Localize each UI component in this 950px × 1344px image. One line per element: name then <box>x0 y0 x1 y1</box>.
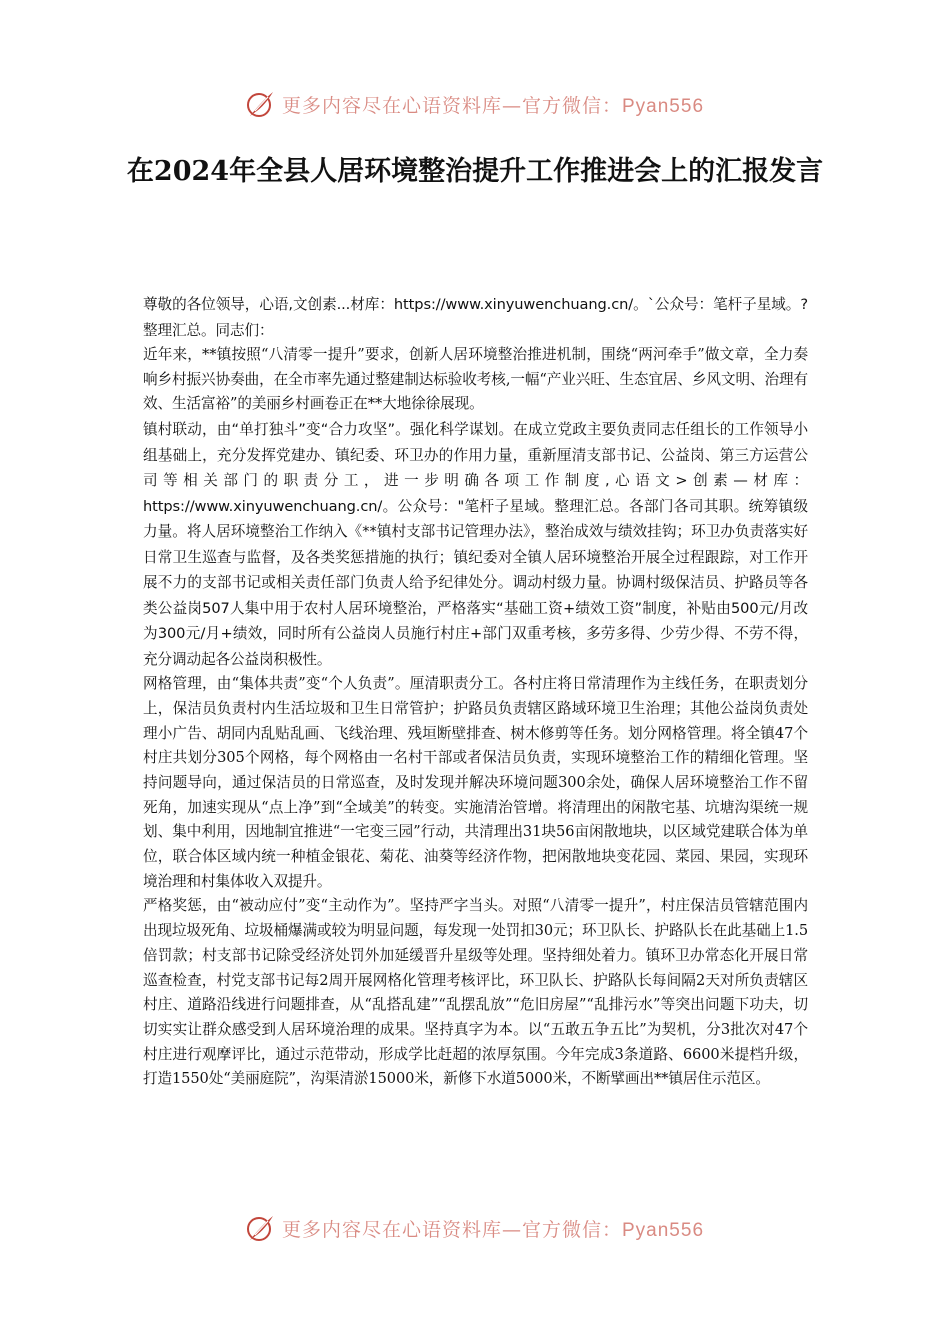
paragraph-town-village-linkage: 镇村联动，由“单打独斗”变“合力攻坚”。强化科学谋划。在成立党政主要负责同志任组长的工作领导小组基础上，充分发挥党建办、镇纪委、环卫办的作用力量，重新厘清支部书记、公益岗、第三方运营公司等相关部门的职责分工，进一步明确各项工作制度,心语文>创素—材库：https://www.xinyuwenchuang.cn/。公众号："笔杆子星域。整理汇总。各部门各司其职。统筹镇级力量。将人居环境整治工作纳入《**镇村支部书记管理办法》，整治成效与绩效挂钩；环卫办负责落实好日常卫生巡查与监督，及各类奖惩措施的执行；镇纪委对全镇人居环境整治开展全过程跟踪，对工作开展不力的支部书记或相关责任部门负责人给予纪律处分。调动村级力量。协调村级保洁员、护路员等各类公益岗507人集中用于农村人居环境整治，严格落实“基础工资+绩效工资”制度，补贴由500元/月改为300元/月+绩效，同时所有公益岗人员施行村庄+部门双重考核，多劳多得、少劳少得、不劳不得，充分调动起各公益岗积极性。 <box>143 421 808 668</box>
feather-logo-icon <box>246 1213 276 1243</box>
banner-text: 更多内容尽在心语资料库—官方微信：Pyan556 <box>281 94 705 117</box>
paragraph-intro: 近年来，**镇按照“八清零一提升”要求，创新人居环境整治推进机制，围绕“两河牵手”做文章，全力奏响乡村振兴协奏曲，在全市率先通过整建制达标验收考核,一幅“产业兴旺、生态宜居、乡风文明、治理有效、生活富裕”的美丽乡村画卷正在**大地徐徐展现。 <box>143 346 808 413</box>
paragraph-rewards-penalties: 严格奖惩，由“被动应付”变“主动作为”。坚持严字当头。对照“八清零一提升”，村庄保洁员管辖范围内出现垃圾死角、垃圾桶爆满或较为明显问题，每发现一处罚扣30元；环卫队长、护路队长在此基础上1.5倍罚款；村支部书记除受经济处罚外加延缓晋升星级等处理。坚持细处着力。镇环卫办常态化开展日常巡查检查，村党支部书记每2周开展网格化管理考核评比，环卫队长、护路队长每间隔2天对所负责辖区村庄、道路沿线进行问题排查，从“乱搭乱建”“乱摆乱放”“危旧房屋”“乱排污水”等突出问题下功夫，切切实实让群众感受到人居环境治理的成果。坚持真字为本。以“五敢五争五比”为契机，分3批次对47个村庄进行观摩评比，通过示范带动，形成学比赶超的浓厚氛围。今年完成3条道路、6600米提档升级，打造1550处“美丽庭院”，沟渠清淤15000米，新修下水道5000米，不断擘画出**镇居住示范区。 <box>143 897 808 1088</box>
paragraph-grid-management: 网格管理，由“集体共责”变“个人负责”。厘清职责分工。各村庄将日常清理作为主线任务，在职责划分上，保洁员负责村内生活垃圾和卫生日常管护；护路员负责辖区路域环境卫生治理；其他公益岗负责处理小广告、胡同内乱贴乱画、飞线治理、残垣断壁排查、树木修剪等任务。划分网格管理。将全镇47个村庄共划分305个网格，每个网格由一名村干部或者保洁员负责，实现环境整治工作的精细化管理。坚持问题导向，通过保洁员的日常巡查，及时发现并解决环境问题300余处，确保人居环境整治工作不留死角，加速实现从“点上净”到“全域美”的转变。实施清治管增。将清理出的闲散宅基、坑塘沟渠统一规划、集中利用，因地制宜推进“一宅变三园”行动，共清理出31块56亩闲散地块，以区域党建联合体为单位，联合体区域内统一种植金银花、菊花、油葵等经济作物，把闲散地块变花园、菜园、果园，实现环境治理和村集体收入双提升。 <box>143 675 808 890</box>
feather-logo-icon <box>246 89 276 119</box>
banner-wechat-id: Pyan556 <box>622 1219 705 1241</box>
banner-text: 更多内容尽在心语资料库—官方微信：Pyan556 <box>281 1218 705 1241</box>
paragraph-salutation: 尊敬的各位领导，心语,文创素...材库：https://www.xinyuwenchuang.cn/。`公众号：笔杆子星域。?整理汇总。同志们： <box>143 296 808 339</box>
header-banner <box>0 84 950 124</box>
footer-banner <box>0 1208 950 1248</box>
banner-wechat-id: Pyan556 <box>622 95 705 117</box>
document-body <box>143 292 808 1092</box>
document-title: 在2024年全县人居环境整治提升工作推进会上的汇报发言 <box>126 156 824 187</box>
